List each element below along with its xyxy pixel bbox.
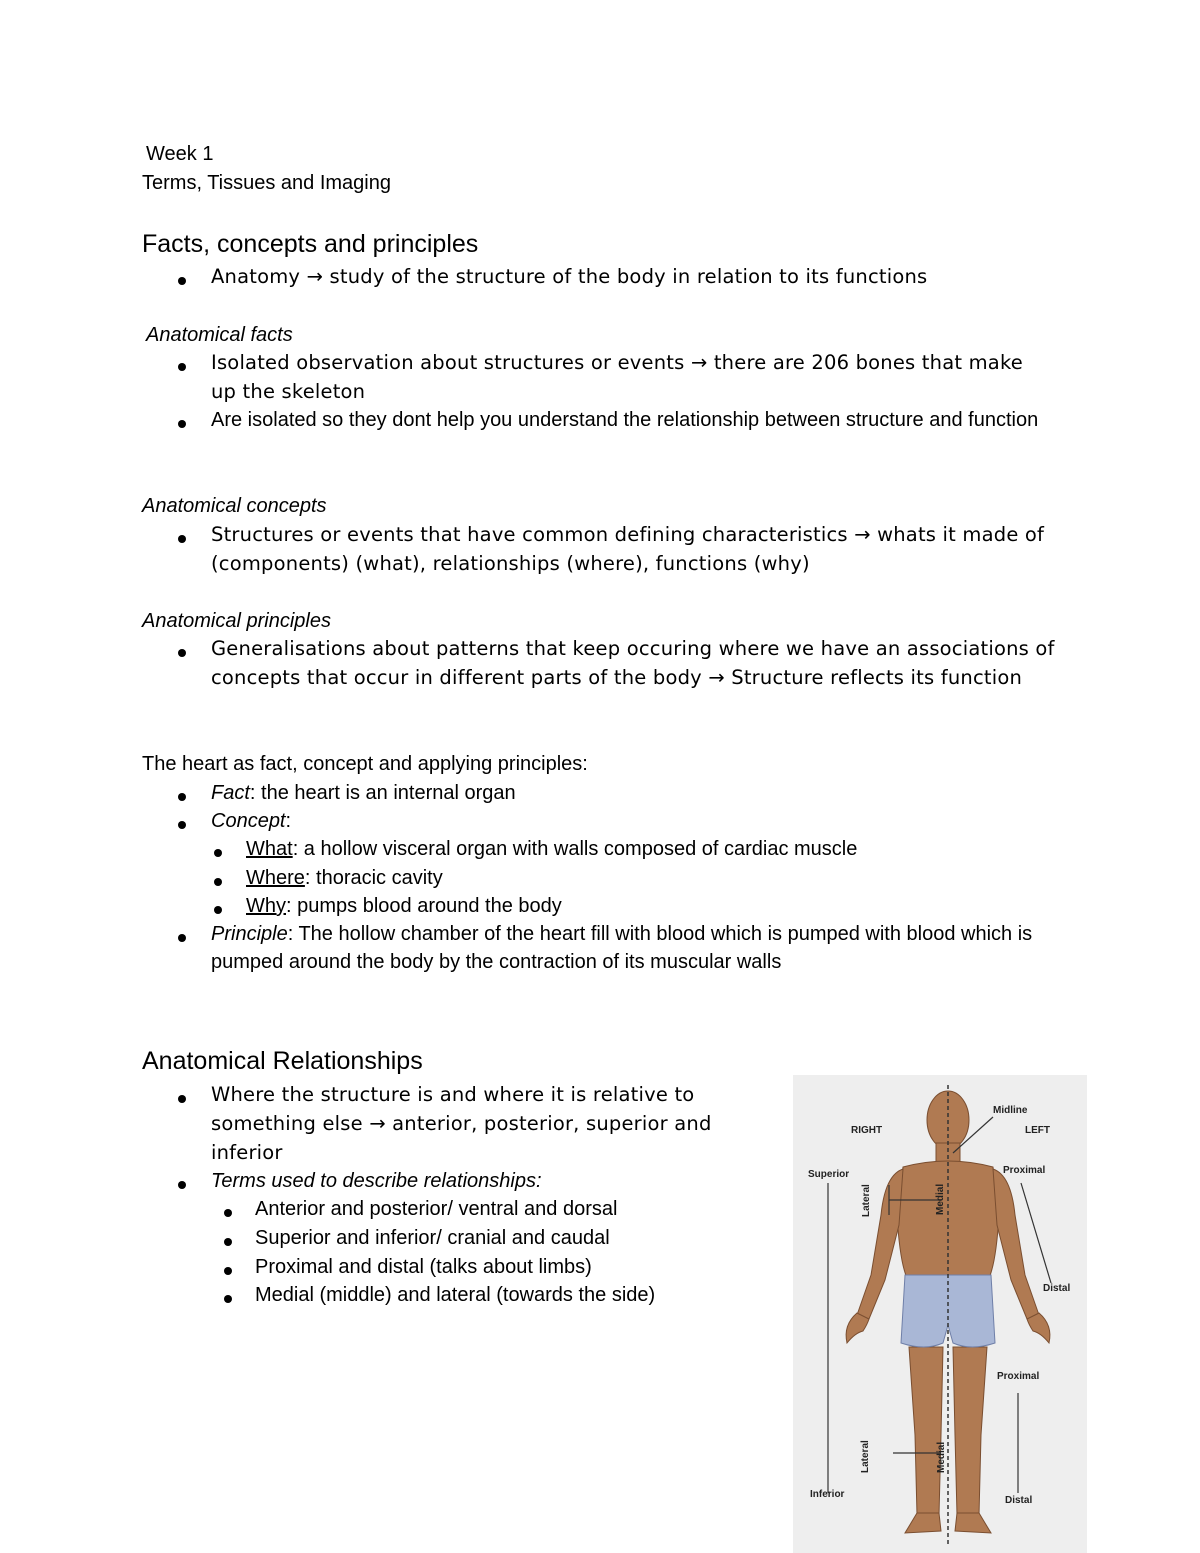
- bullet-dot: [178, 649, 186, 657]
- bullet-dot: [178, 821, 186, 829]
- why-text: : pumps blood around the body: [286, 895, 562, 917]
- bullet-dot: [224, 1238, 232, 1246]
- label-distal-arm: Distal: [1043, 1283, 1071, 1294]
- anatomical-principles-title: Anatomical principles: [142, 610, 331, 632]
- heart-why: [246, 894, 562, 918]
- bullet-dot: [178, 1095, 186, 1103]
- label-superior: Superior: [808, 1169, 850, 1180]
- label-inferior: Inferior: [810, 1489, 845, 1500]
- relationship-term-4: Medial (middle) and lateral (towards the side): [255, 1284, 656, 1306]
- heart-principle: [211, 920, 1061, 976]
- label-lateral-lower: Lateral: [860, 1440, 871, 1473]
- what-label: What: [246, 838, 293, 860]
- anatomical-facts-title: Anatomical facts: [146, 324, 293, 346]
- concept-label: Concept: [211, 810, 286, 832]
- fact-label: Fact: [211, 782, 250, 804]
- section-heading-facts: Facts, concepts and principles: [142, 230, 479, 258]
- bullet-dot: [178, 934, 186, 942]
- bullet-dot: [178, 1181, 186, 1189]
- relationship-term-2: Superior and inferior/ cranial and caudal: [255, 1227, 610, 1249]
- what-text: : a hollow visceral organ with walls composed of cardiac muscle: [292, 838, 858, 860]
- facts-bullet-1: Isolated observation about structures or events → there are 206 bones that make up the skeleton: [211, 351, 1023, 403]
- concept-colon: :: [285, 810, 292, 832]
- section-heading-relationships: Anatomical Relationships: [142, 1047, 423, 1075]
- document-subtitle: Terms, Tissues and Imaging: [142, 172, 391, 194]
- label-midline: Midline: [993, 1105, 1028, 1116]
- relationships-bullet-1: Where the structure is and where it is relative to something else → anterior, posterior, superior and inferior: [211, 1083, 712, 1164]
- fact-text: : the heart is an internal organ: [249, 782, 516, 804]
- label-right: RIGHT: [851, 1125, 883, 1136]
- relationship-term-1: Anterior and posterior/ ventral and dorsal: [255, 1198, 618, 1220]
- label-left: LEFT: [1025, 1125, 1050, 1136]
- label-distal-leg: Distal: [1005, 1495, 1033, 1506]
- heart-where: [246, 866, 443, 890]
- relationships-bullet-2: Terms used to describe relationships:: [211, 1170, 542, 1192]
- bullet-dot: [178, 363, 186, 371]
- bullet-dot: [214, 906, 222, 914]
- facts-bullet-2: Are isolated so they dont help you understand the relationship between structure and function: [211, 409, 1039, 431]
- principle-text: : The hollow chamber of the heart fill with blood which is pumped with blood which is pumped around the body by the contraction of its muscular walls: [211, 923, 1033, 973]
- bullet-dot: [214, 849, 222, 857]
- anatomical-concepts-title: Anatomical concepts: [142, 495, 327, 517]
- anatomy-definition: Anatomy → study of the structure of the body in relation to its functions: [211, 265, 928, 288]
- label-proximal-arm: Proximal: [1003, 1165, 1046, 1176]
- concepts-bullet-1: Structures or events that have common defining characteristics → whats it made of (components) (what), relationships (where), functions (why): [211, 523, 1045, 575]
- bullet-dot: [224, 1295, 232, 1303]
- where-label: Where: [246, 867, 305, 889]
- principles-bullet-1: Generalisations about patterns that keep occuring where we have an associations of concepts that occur in different parts of the body → Structure reflects its function: [211, 637, 1055, 689]
- relationship-term-3: Proximal and distal (talks about limbs): [255, 1256, 592, 1278]
- bullet-dot: [224, 1267, 232, 1275]
- bullet-dot: [214, 878, 222, 886]
- bullet-dot: [178, 535, 186, 543]
- label-lateral-upper: Lateral: [861, 1184, 872, 1217]
- why-label: Why: [246, 895, 286, 917]
- heart-concept: [211, 809, 291, 833]
- bullet-dot: [178, 277, 186, 285]
- label-proximal-leg: Proximal: [997, 1371, 1040, 1382]
- principle-label: Principle: [211, 923, 288, 945]
- heart-fact: [211, 781, 516, 805]
- bullet-dot: [178, 420, 186, 428]
- label-medial-lower: Medial: [936, 1441, 947, 1473]
- week-label: Week 1: [146, 143, 214, 165]
- heart-intro: The heart as fact, concept and applying principles:: [142, 753, 588, 775]
- label-medial-upper: Medial: [935, 1183, 946, 1215]
- where-text: : thoracic cavity: [304, 867, 443, 889]
- bullet-dot: [224, 1209, 232, 1217]
- anatomical-position-figure: [793, 1075, 1087, 1553]
- bullet-dot: [178, 793, 186, 801]
- heart-what: [246, 837, 857, 861]
